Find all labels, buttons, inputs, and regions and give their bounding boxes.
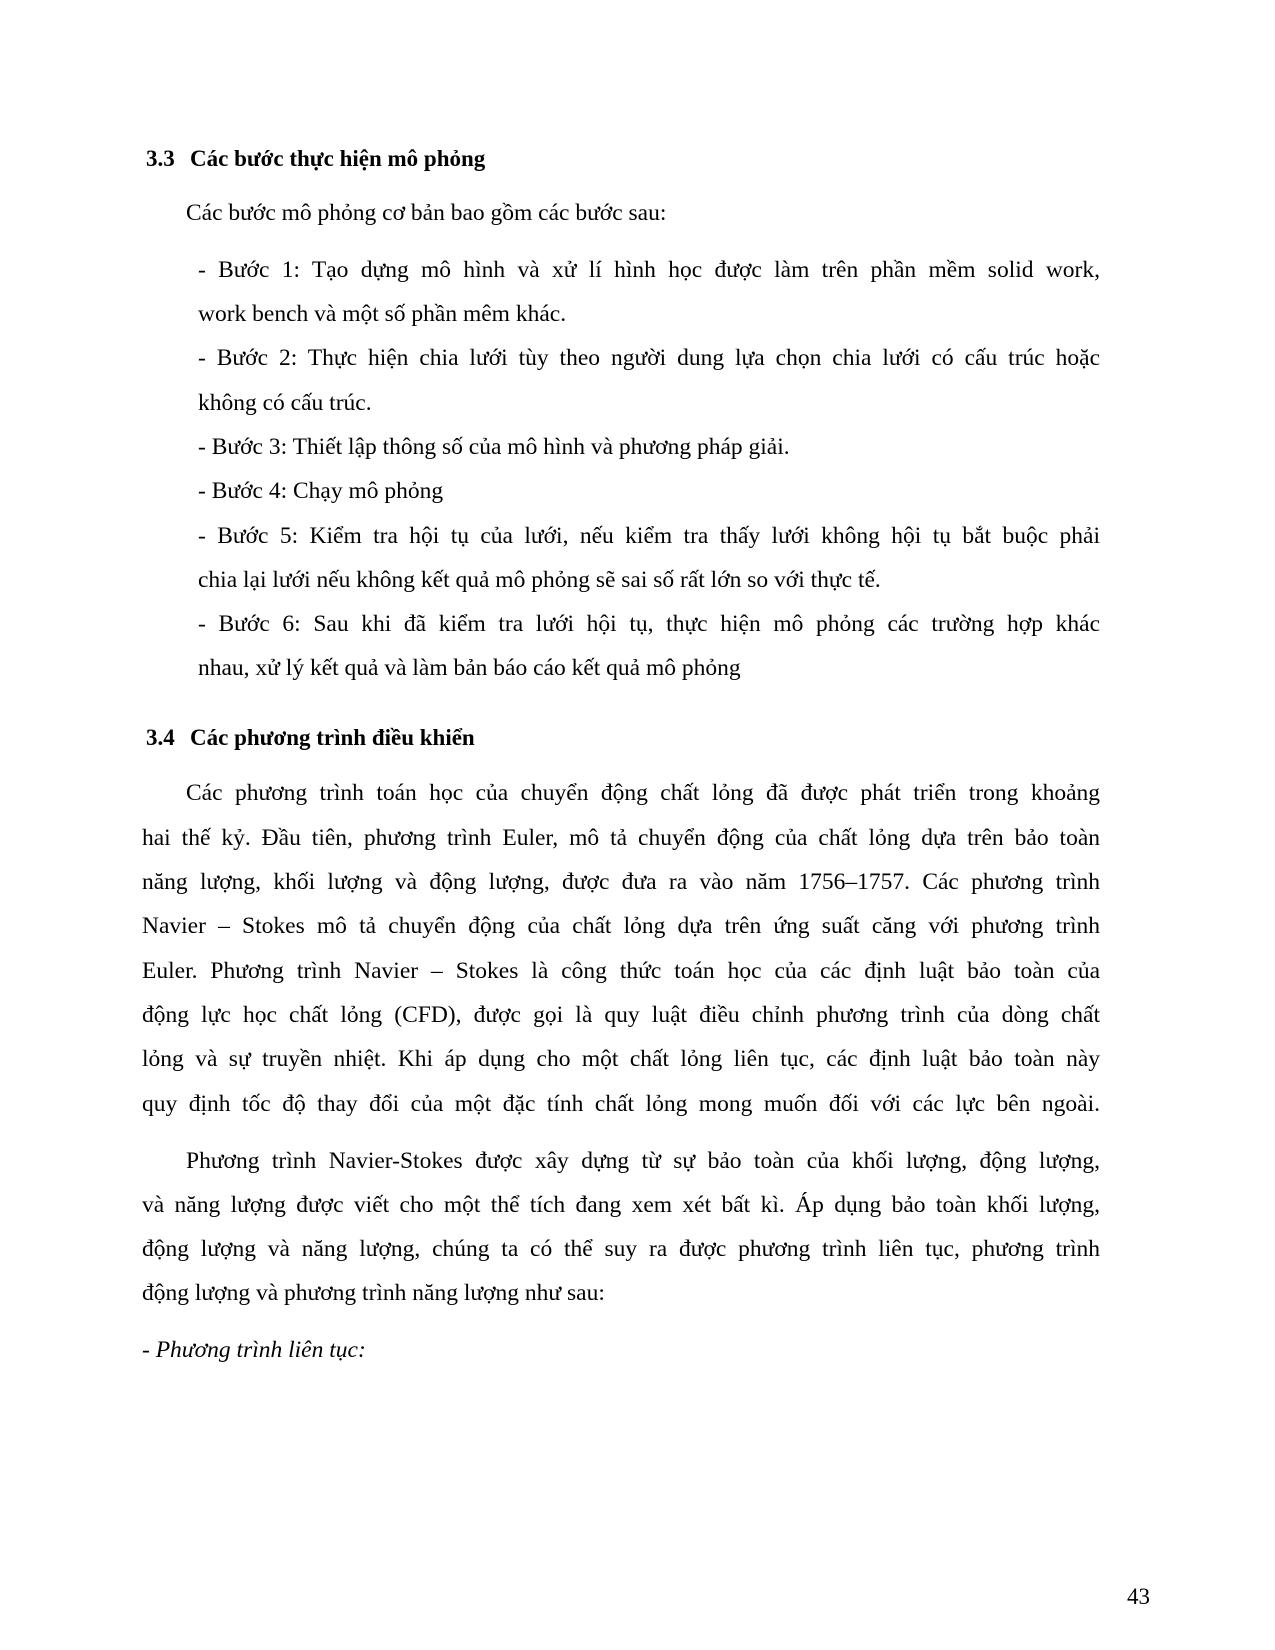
section-3-3-title: Các bước thực hiện mô phỏng [190,146,486,171]
paragraph-1-line-1: Các phương trình toán học của chuyển động chất lỏng đã được phát triển trong khoảng [186,780,1100,806]
section-3-3-number: 3.3 [146,146,175,171]
section-3-4-number: 3.4 [146,725,175,750]
step-6-line-2: nhau, xử lý kết quả và làm bản báo cáo kết quả mô phỏng [198,655,741,681]
paragraph-1-line-6: động lực học chất lỏng (CFD), được gọi là quy luật điều chỉnh phương trình của dòng chất [142,1002,1100,1028]
step-3-line-1: - Bước 3: Thiết lập thông số của mô hình và phương pháp giải. [198,434,790,460]
paragraph-2-line-4: động lượng và phương trình năng lượng như sau: [142,1280,605,1306]
step-2-line-1: - Bước 2: Thực hiện chia lưới tùy theo người dung lựa chọn chia lưới có cấu trúc hoặc [198,345,1100,371]
paragraph-1-line-2: hai thế kỷ. Đầu tiên, phương trình Euler, mô tả chuyển động của chất lỏng dựa trên bảo toàn [142,825,1100,851]
paragraph-1-line-5: Euler. Phương trình Navier – Stokes là công thức toán học của các định luật bảo toàn của [142,958,1100,984]
paragraph-1-line-4: Navier – Stokes mô tả chuyển động của chất lỏng dựa trên ứng suất căng với phương trình [142,913,1100,939]
page-number: 43 [1127,1584,1150,1609]
paragraph-2-line-2: và năng lượng được viết cho một thể tích đang xem xét bất kì. Áp dụng bảo toàn khối lượng, [142,1192,1100,1218]
section-3-4-heading [146,724,1146,752]
step-2-line-2: không có cấu trúc. [198,390,372,416]
continuity-equation-subheading: - Phương trình liên tục: [142,1337,366,1363]
paragraph-2-line-3: động lượng và năng lượng, chúng ta có thể suy ra được phương trình liên tục, phương trình [142,1236,1100,1262]
paragraph-2-line-1: Phương trình Navier-Stokes được xây dựng từ sự bảo toàn của khối lượng, động lượng, [186,1148,1100,1174]
step-1-line-1: - Bước 1: Tạo dựng mô hình và xử lí hình học được làm trên phần mềm solid work, [198,257,1100,283]
section-3-3-heading [146,145,1146,173]
step-5-line-2: chia lại lưới nếu không kết quả mô phỏng sẽ sai số rất lớn so với thực tế. [198,567,881,593]
step-5-line-1: - Bước 5: Kiểm tra hội tụ của lưới, nếu kiểm tra thấy lưới không hội tụ bắt buộc phải [198,523,1100,549]
paragraph-1-line-7: lỏng và sự truyền nhiệt. Khi áp dụng cho một chất lỏng liên tục, các định luật bảo toàn này [142,1046,1100,1072]
step-1-line-2: work bench và một số phần mêm khác. [198,301,567,327]
paragraph-1-line-8: quy định tốc độ thay đổi của một đặc tính chất lỏng mong muốn đối với các lực bên ngoài. [142,1091,1100,1117]
section-3-3-intro: Các bước mô phỏng cơ bản bao gồm các bước sau: [186,200,667,226]
section-3-4-title: Các phương trình điều khiển [190,725,475,750]
step-6-line-1: - Bước 6: Sau khi đã kiểm tra lưới hội tụ, thực hiện mô phỏng các trường hợp khác [198,611,1100,637]
step-4-line-1: - Bước 4: Chạy mô phỏng [198,478,444,504]
paragraph-1-line-3: năng lượng, khối lượng và động lượng, được đưa ra vào năm 1756–1757. Các phương trình [142,869,1100,895]
